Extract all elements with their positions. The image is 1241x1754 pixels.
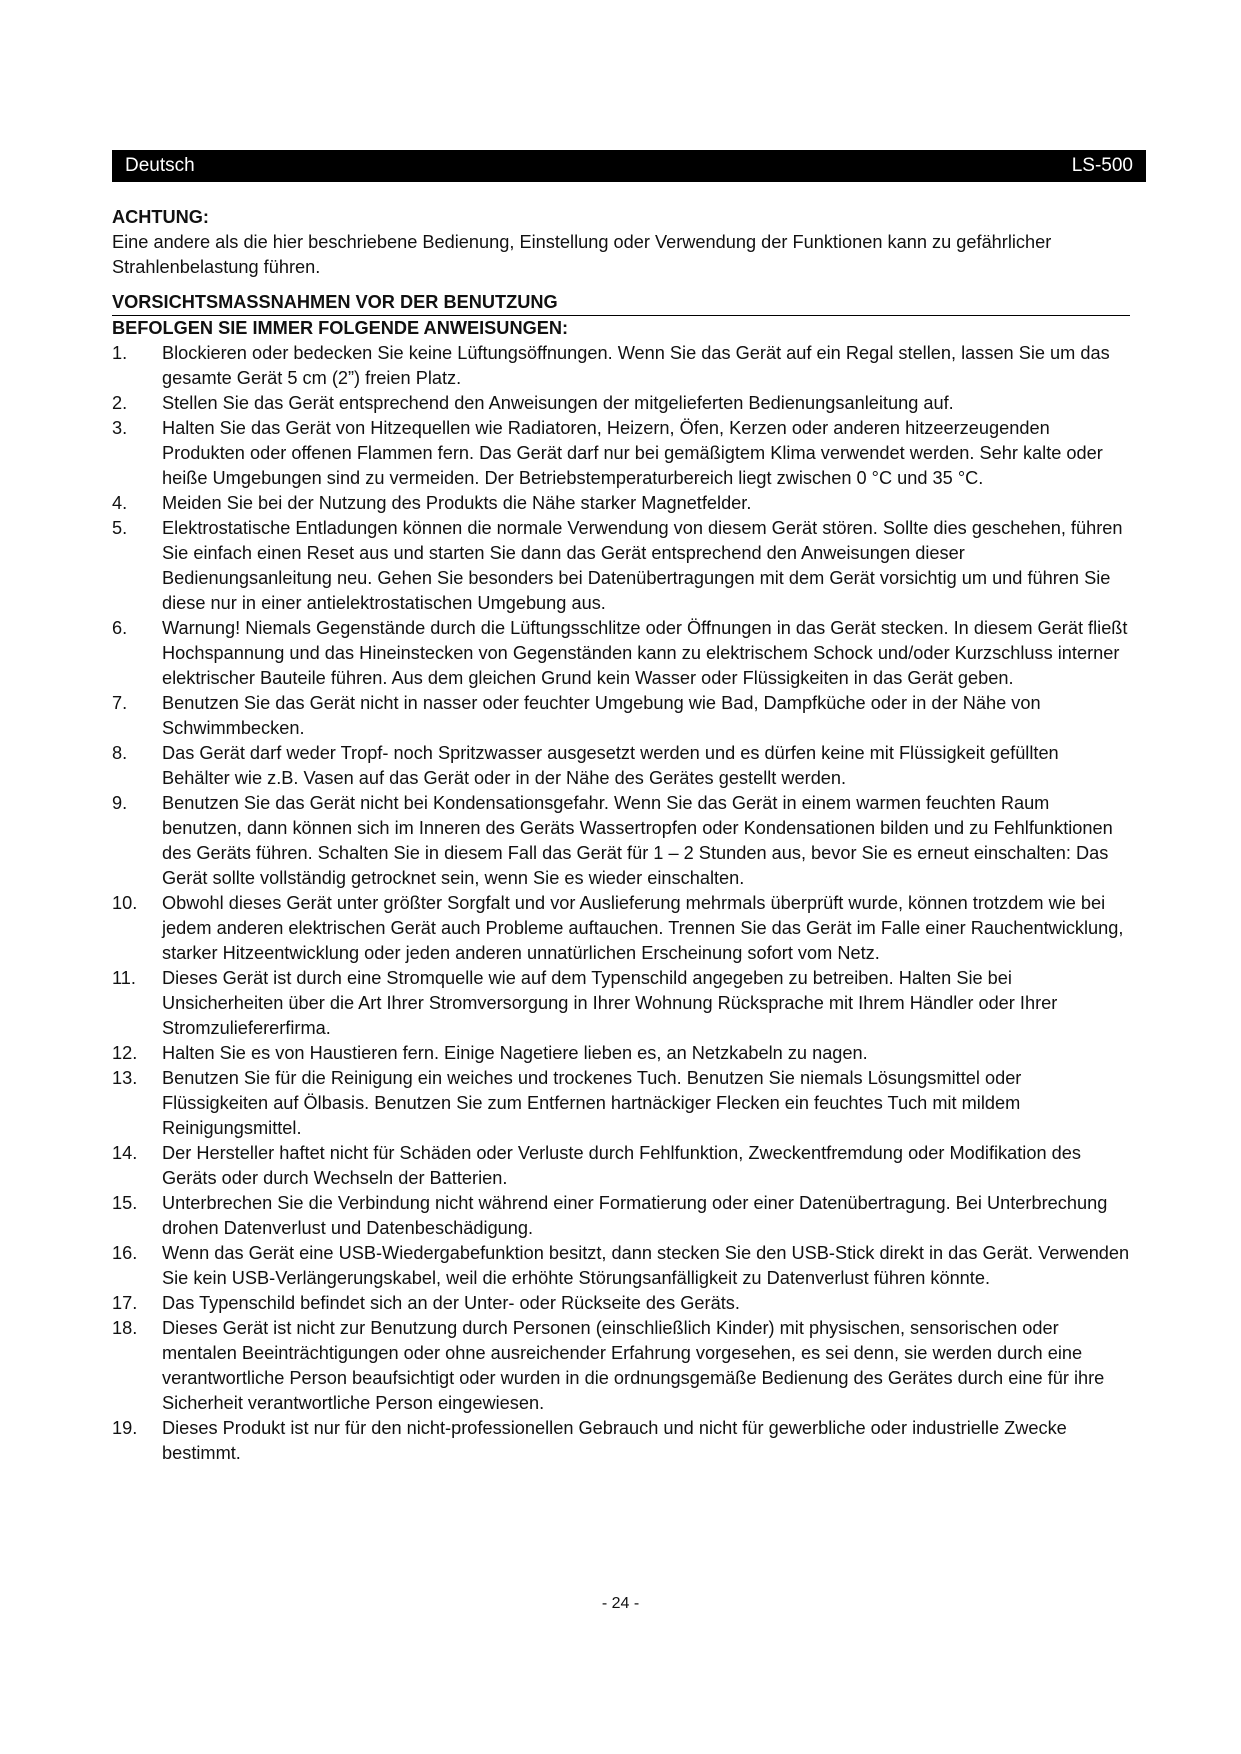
item-number: 3. [112, 418, 128, 438]
item-number: 16. [112, 1243, 138, 1263]
item-number: 8. [112, 743, 128, 763]
item-number: 6. [112, 618, 128, 638]
list-item [112, 516, 1130, 616]
item-number: 4. [112, 493, 128, 513]
list-item [112, 1141, 1130, 1191]
list-item [112, 416, 1130, 491]
page-number: - 24 - [601, 1595, 640, 1612]
list-item [112, 741, 1130, 791]
list-item [112, 616, 1130, 691]
section-title: VORSICHTSMASSNAHMEN VOR DER BENUTZUNG [112, 290, 1130, 316]
list-item [112, 1041, 1130, 1066]
item-number: 18. [112, 1318, 138, 1338]
item-number: 1. [112, 343, 128, 363]
item-text: Das Gerät darf weder Tropf- noch Spritzwasser ausgesetzt werden und es dürfen keine mit Flüssigkeit gefüllten Behälter wie z.B. Vasen auf das Gerät oder in der Nähe des Gerätes gestellt werden. [162, 743, 1059, 788]
item-text: Unterbrechen Sie die Verbindung nicht während einer Formatierung oder einer Datenübertragung. Bei Unterbrechung drohen Datenverlust und Datenbeschädigung. [162, 1193, 1108, 1238]
item-number: 17. [112, 1293, 138, 1313]
item-number: 10. [112, 893, 138, 913]
list-item [112, 1291, 1130, 1316]
list-item [112, 1066, 1130, 1141]
item-text: Benutzen Sie das Gerät nicht bei Kondensationsgefahr. Wenn Sie das Gerät in einem warmen feuchten Raum benutzen, dann können sich im Inneren des Geräts Wassertropfen oder Kondensationen bilden und zu Fehlfunktionen des Geräts führen. Schalten Sie in diesem Fall das Gerät für 1 – 2 Stunden aus, bevor Sie es erneut einschalten: Das Gerät sollte vollständig getrocknet sein, wenn Sie es wieder einschalten. [162, 793, 1113, 888]
item-number: 5. [112, 518, 128, 538]
item-number: 2. [112, 393, 128, 413]
list-item [112, 1241, 1130, 1291]
list-item [112, 491, 1130, 516]
list-item [112, 1416, 1130, 1466]
item-text: Halten Sie das Gerät von Hitzequellen wie Radiatoren, Heizern, Öfen, Kerzen oder anderen hitzeerzeugenden Produkten oder offenen Flammen fern. Das Gerät darf nur bei gemäßigtem Klima verwendet werden. Sehr kalte oder heiße Umgebungen sind zu vermeiden. Der Betriebstemperaturbereich liegt zwischen 0 °C und 35 °C. [162, 418, 1103, 488]
list-item [112, 341, 1130, 391]
page-content [112, 205, 1130, 1466]
item-text: Warnung! Niemals Gegenstände durch die Lüftungsschlitze oder Öffnungen in das Gerät stecken. In diesem Gerät fließt Hochspannung und das Hineinstecken von Gegenständen kann zu elektrischem Schock und/oder Kurzschluss interner elektrischer Bauteile führen. Aus dem gleichen Grund kein Wasser oder Flüssigkeiten in das Gerät geben. [162, 618, 1128, 688]
instructions-heading: BEFOLGEN SIE IMMER FOLGENDE ANWEISUNGEN: [112, 318, 569, 338]
item-number: 19. [112, 1418, 138, 1438]
item-number: 12. [112, 1043, 138, 1063]
list-item [112, 966, 1130, 1041]
item-text: Elektrostatische Entladungen können die normale Verwendung von diesem Gerät stören. Sollte dies geschehen, führen Sie einfach einen Reset aus und starten Sie dann das Gerät entsprechend den Anweisungen dieser Bedienungsanleitung neu. Gehen Sie besonders bei Datenübertragungen mit dem Gerät vorsichtig um und führen Sie diese nur in einer antielektrostatischen Umgebung aus. [162, 518, 1123, 613]
item-text: Wenn das Gerät eine USB-Wiedergabefunktion besitzt, dann stecken Sie den USB-Stick direkt in das Gerät. Verwenden Sie kein USB-Verlängerungskabel, weil die erhöhte Störungsanfälligkeit zu Datenverlust führen könnte. [162, 1243, 1130, 1288]
header-bar [112, 150, 1146, 182]
item-number: 11. [112, 968, 136, 988]
precautions-list [112, 341, 1130, 1466]
item-text: Dieses Gerät ist nicht zur Benutzung durch Personen (einschließlich Kinder) mit physischen, sensorischen oder mentalen Beeinträchtigungen oder ohne ausreichender Erfahrung vorgesehen, es sei denn, sie werden durch eine verantwortliche Person beaufsichtigt oder wurden in die ordnungsgemäße Bedienung des Gerätes durch eine für ihre Sicherheit verantwortliche Person eingewiesen. [162, 1318, 1105, 1413]
item-text: Dieses Gerät ist durch eine Stromquelle wie auf dem Typenschild angegeben zu betreiben. Halten Sie bei Unsicherheiten über die Art Ihrer Stromversorgung in Ihrer Wohnung Rücksprache mit Ihrem Händler oder Ihrer Stromzuliefererfirma. [162, 968, 1058, 1038]
item-text: Stellen Sie das Gerät entsprechend den Anweisungen der mitgelieferten Bedienungsanleitung auf. [162, 393, 954, 413]
item-text: Halten Sie es von Haustieren fern. Einige Nagetiere lieben es, an Netzkabeln zu nagen. [162, 1043, 868, 1063]
list-item [112, 791, 1130, 891]
list-item [112, 1191, 1130, 1241]
warning-text: Eine andere als die hier beschriebene Bedienung, Einstellung oder Verwendung der Funktionen kann zu gefährlicher Strahlenbelastung führen. [112, 232, 1052, 277]
model-label: LS-500 [1071, 155, 1133, 176]
item-text: Meiden Sie bei der Nutzung des Produkts die Nähe starker Magnetfelder. [162, 493, 752, 513]
item-text: Das Typenschild befindet sich an der Unter- oder Rückseite des Geräts. [162, 1293, 740, 1313]
list-item [112, 391, 1130, 416]
item-number: 14. [112, 1143, 138, 1163]
item-number: 15. [112, 1193, 138, 1213]
item-text: Benutzen Sie für die Reinigung ein weiches und trockenes Tuch. Benutzen Sie niemals Lösungsmittel oder Flüssigkeiten auf Ölbasis. Benutzen Sie zum Entfernen hartnäckiger Flecken ein feuchtes Tuch mit mildem Reinigungsmittel. [162, 1068, 1022, 1138]
item-text: Obwohl dieses Gerät unter größter Sorgfalt und vor Auslieferung mehrmals überprüft wurde, können trotzdem wie bei jedem anderen elektrischen Gerät auch Probleme auftauchen. Trennen Sie das Gerät im Falle einer Rauchentwicklung, starker Hitzeentwicklung oder jeden anderen unnatürlichen Erscheinung sofort vom Netz. [162, 893, 1124, 963]
list-item [112, 1316, 1130, 1416]
item-text: Dieses Produkt ist nur für den nicht-professionellen Gebrauch und nicht für gewerbliche oder industrielle Zwecke bestimmt. [162, 1418, 1067, 1463]
item-text: Der Hersteller haftet nicht für Schäden oder Verluste durch Fehlfunktion, Zweckentfremdung oder Modifikation des Geräts oder durch Wechseln der Batterien. [162, 1143, 1081, 1188]
list-item [112, 891, 1130, 966]
item-number: 9. [112, 793, 128, 813]
item-number: 13. [112, 1068, 138, 1088]
item-number: 7. [112, 693, 128, 713]
item-text: Blockieren oder bedecken Sie keine Lüftungsöffnungen. Wenn Sie das Gerät auf ein Regal stellen, lassen Sie um das gesamte Gerät 5 cm (2”) freien Platz. [162, 343, 1110, 388]
list-item [112, 691, 1130, 741]
warning-title: ACHTUNG: [112, 207, 209, 227]
language-label: Deutsch [125, 155, 195, 176]
item-text: Benutzen Sie das Gerät nicht in nasser oder feuchter Umgebung wie Bad, Dampfküche oder in der Nähe von Schwimmbecken. [162, 693, 1041, 738]
